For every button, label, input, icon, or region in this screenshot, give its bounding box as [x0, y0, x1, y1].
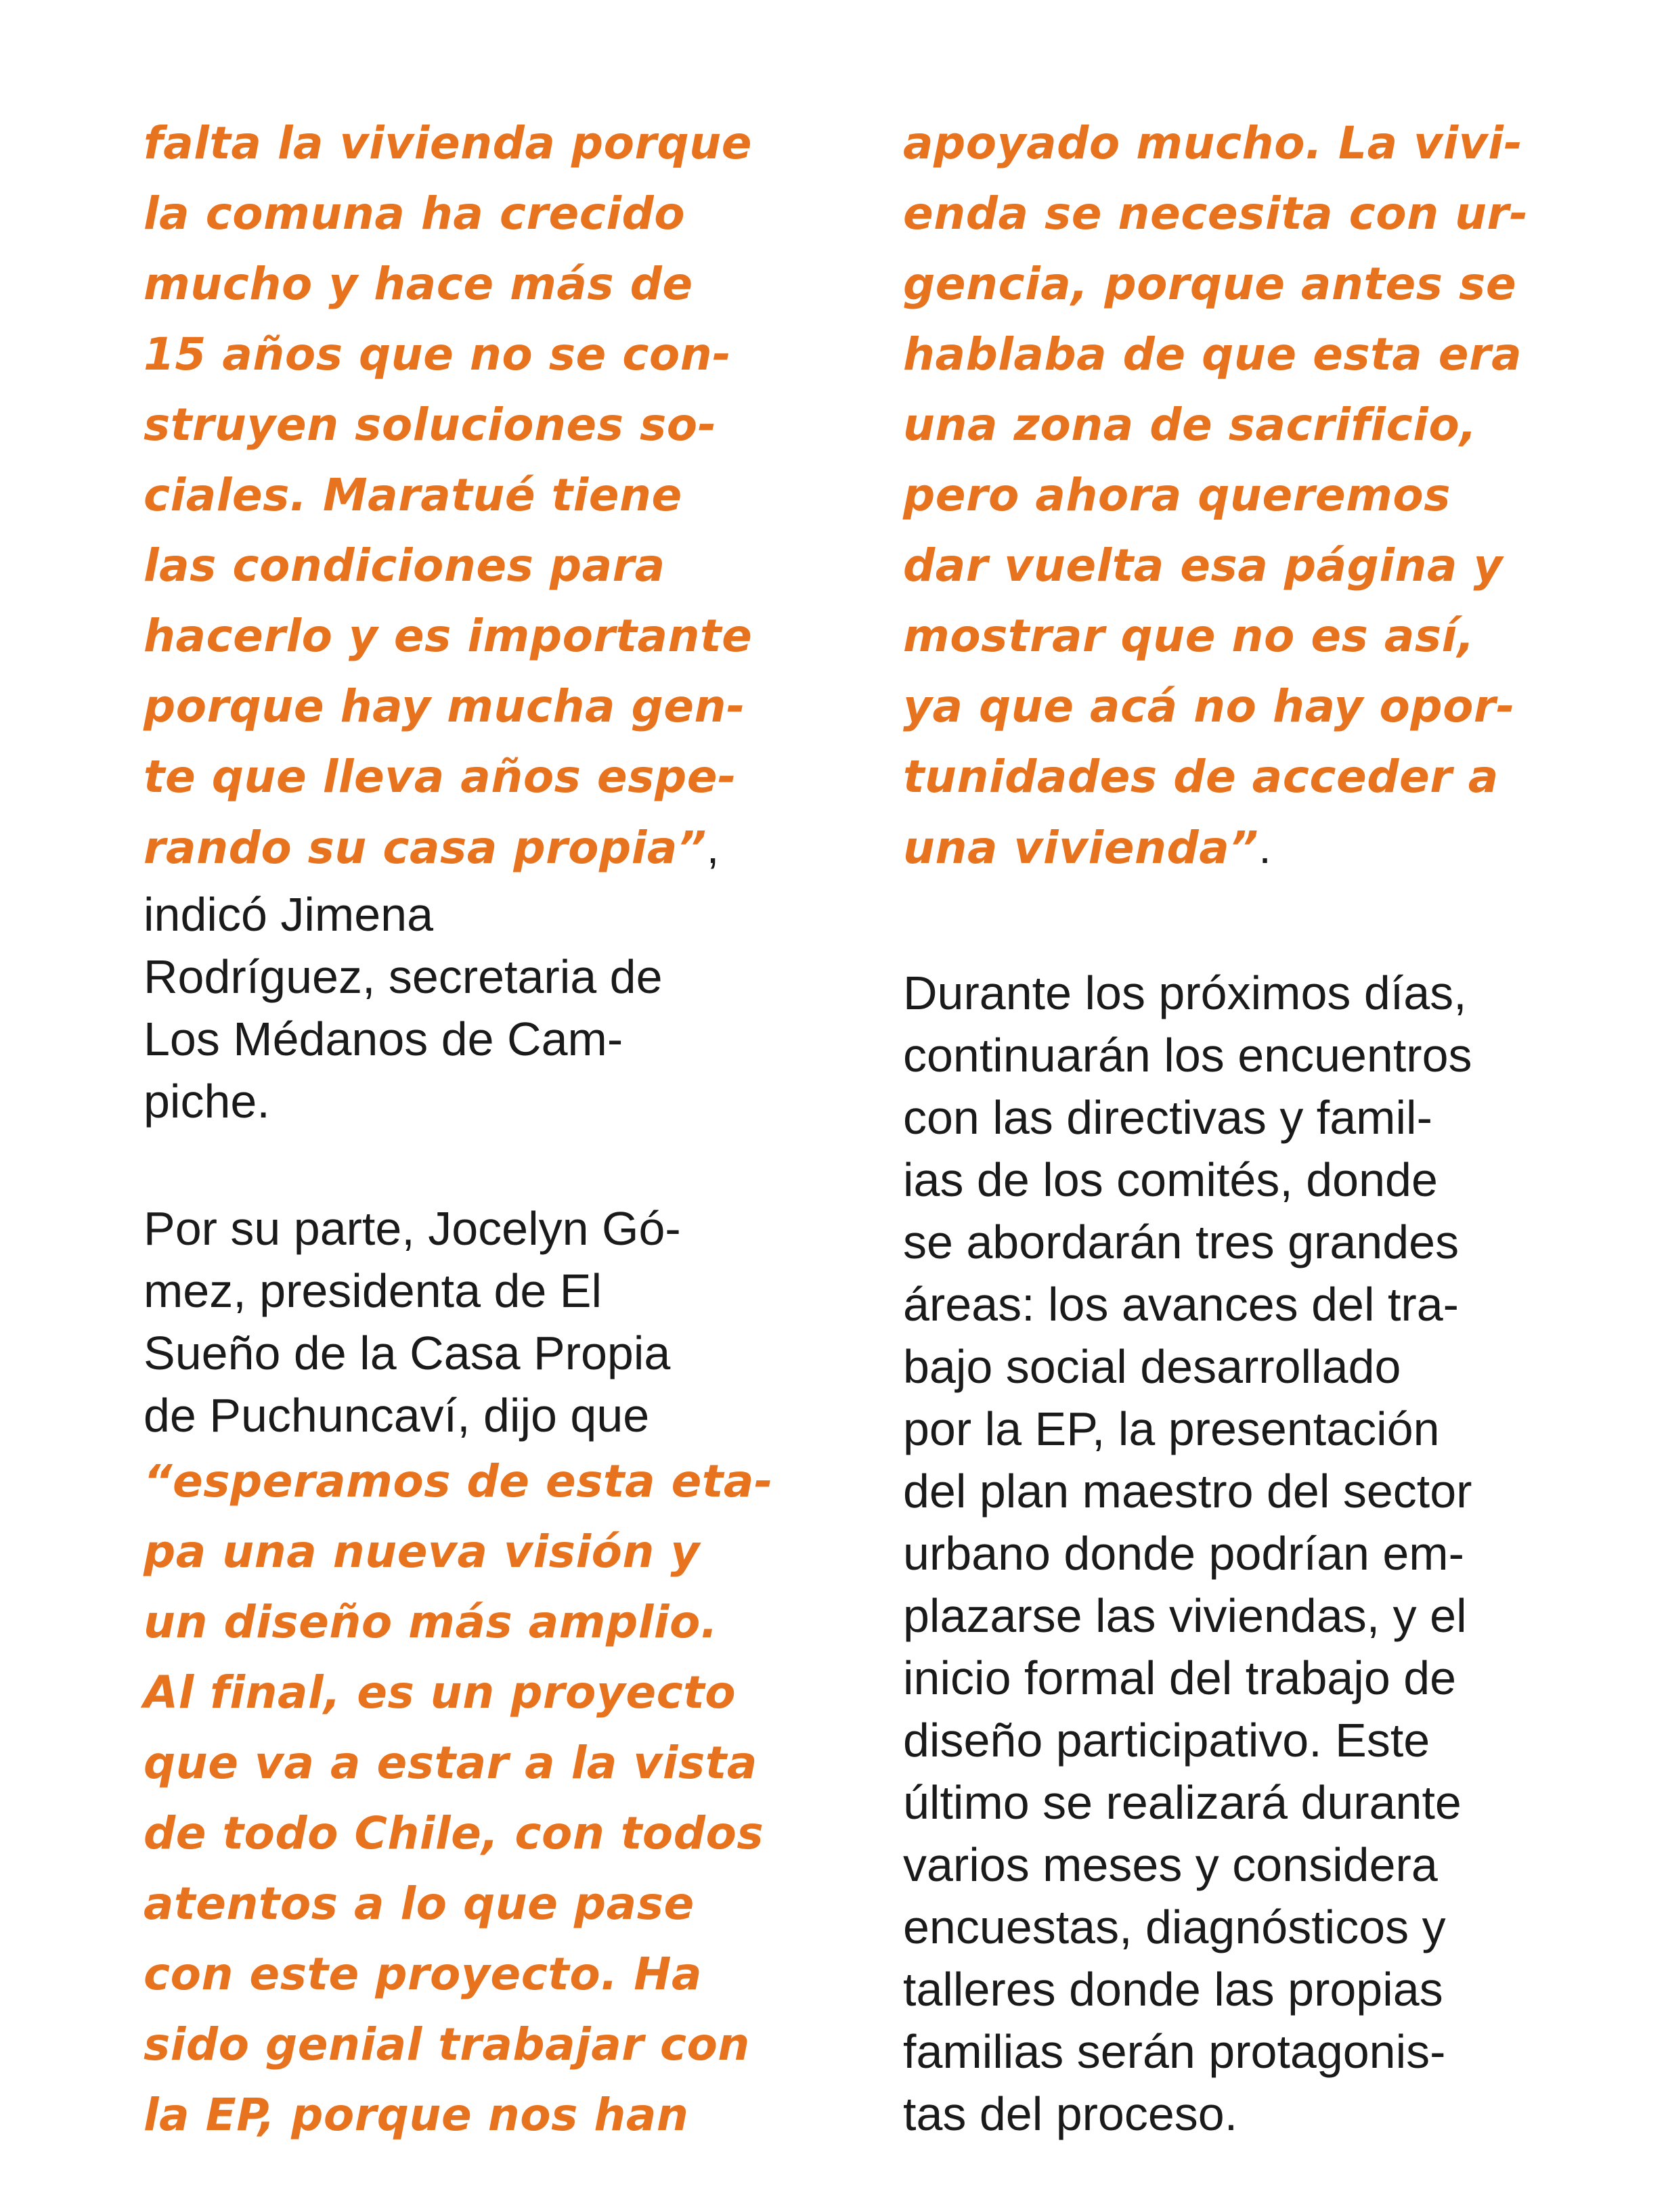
paragraph-gap	[144, 1132, 820, 1197]
body-line: por la EP, la presentación	[903, 1402, 1440, 1455]
quote-line: 15 años que no se con-	[144, 328, 732, 380]
body-line: se abordarán tres grandes	[903, 1216, 1460, 1268]
quote-line: dar vuelta esa página y	[903, 539, 1503, 592]
quote-line: falta la vivienda porque	[144, 117, 753, 169]
body-line: ias de los comités, donde	[903, 1153, 1438, 1206]
body-line: mez, presidenta de El	[144, 1264, 602, 1317]
quote-line: pa una nueva visión y	[144, 1526, 700, 1578]
quote-line: Al final, es un proyecto	[144, 1666, 737, 1719]
body-line: inicio formal del trabajo de	[903, 1652, 1457, 1704]
body-line: de Puchuncaví, dijo que	[144, 1389, 650, 1442]
body-line: talleres donde las propias	[903, 1963, 1443, 2016]
body-line: Sueño de la Casa Propia	[144, 1327, 671, 1379]
body-line: diseño participativo. Este	[903, 1714, 1430, 1767]
quote-block-continued	[903, 108, 1580, 883]
body-line: último se realizará durante	[903, 1776, 1462, 1829]
left-column	[144, 108, 820, 2150]
quote-line: una zona de sacrificio,	[903, 399, 1477, 451]
body-line: tas del proceso.	[903, 2087, 1238, 2140]
quote-line: las condiciones para	[144, 539, 665, 592]
body-line: Durante los próximos días,	[903, 967, 1467, 1019]
quote-block-2	[144, 1446, 820, 2150]
quote-line: de todo Chile, con todos	[144, 1807, 764, 1859]
quote-line: hacerlo y es importante	[144, 610, 753, 662]
quote-line: un diseño más amplio.	[144, 1596, 718, 1648]
attribution-1	[144, 883, 820, 1132]
quote-tail-punctuation: .	[1258, 822, 1272, 872]
quote-line: ya que acá no hay opor-	[903, 680, 1515, 732]
body-line: bajo social desarrollado	[903, 1340, 1401, 1393]
quote-line-last	[903, 812, 1580, 883]
quote-line: ciales. Maratué tiene	[144, 469, 682, 521]
quote-line: la comuna ha crecido	[144, 187, 686, 240]
quote-line: apoyado mucho. La vivi-	[903, 117, 1523, 169]
quote-line-text: rando su casa propia”	[144, 822, 707, 874]
body-line: áreas: los avances del tra-	[903, 1278, 1459, 1331]
quote-line: atentos a lo que pase	[144, 1878, 695, 1930]
body-line: indicó Jimena	[144, 888, 433, 941]
body-line: encuestas, diagnósticos y	[903, 1901, 1446, 1953]
body-line: varios meses y considera	[903, 1838, 1438, 1891]
body-line: del plan maestro del sector	[903, 1465, 1472, 1518]
quote-line: la EP, porque nos han	[144, 2089, 689, 2141]
body-line: plazarse las viviendas, y el	[903, 1589, 1467, 1642]
quote-line: hablaba de que esta era	[903, 328, 1522, 380]
paragraph-gap	[903, 883, 1580, 962]
body-line: piche.	[144, 1075, 270, 1128]
quote-line: gencia, porque antes se	[903, 258, 1517, 310]
body-line: Rodríguez, secretaria de	[144, 950, 663, 1003]
body-line: urbano donde podrían em-	[903, 1527, 1464, 1580]
quote-line: porque hay mucha gen-	[144, 680, 745, 732]
paragraph-3	[903, 962, 1580, 2145]
paragraph-2	[144, 1197, 820, 1446]
quote-line: mostrar que no es así,	[903, 610, 1475, 662]
quote-line-text: una vivienda”	[903, 822, 1259, 874]
quote-line: mucho y hace más de	[144, 258, 693, 310]
quote-line: con este proyecto. Ha	[144, 1948, 703, 2000]
body-line: Por su parte, Jocelyn Gó-	[144, 1202, 681, 1255]
quote-line: tunidades de acceder a	[903, 751, 1499, 803]
quote-tail-punctuation: ,	[706, 822, 720, 872]
body-line: con las directivas y famil-	[903, 1091, 1432, 1144]
quote-line: pero ahora queremos	[903, 469, 1451, 521]
quote-line: te que lleva años espe-	[144, 751, 737, 803]
quote-line: struyen soluciones so-	[144, 399, 717, 451]
right-column	[903, 108, 1580, 2145]
quote-block-1	[144, 108, 820, 883]
body-line: continuarán los encuentros	[903, 1029, 1472, 1082]
quote-line-last	[144, 812, 820, 883]
quote-line: enda se necesita con ur-	[903, 187, 1529, 240]
body-line: Los Médanos de Cam-	[144, 1013, 623, 1065]
body-line: familias serán protagonis-	[903, 2025, 1446, 2078]
quote-line: “esperamos de esta eta-	[144, 1455, 773, 1507]
quote-line: sido genial trabajar con	[144, 2018, 750, 2071]
quote-line: que va a estar a la vista	[144, 1737, 758, 1789]
